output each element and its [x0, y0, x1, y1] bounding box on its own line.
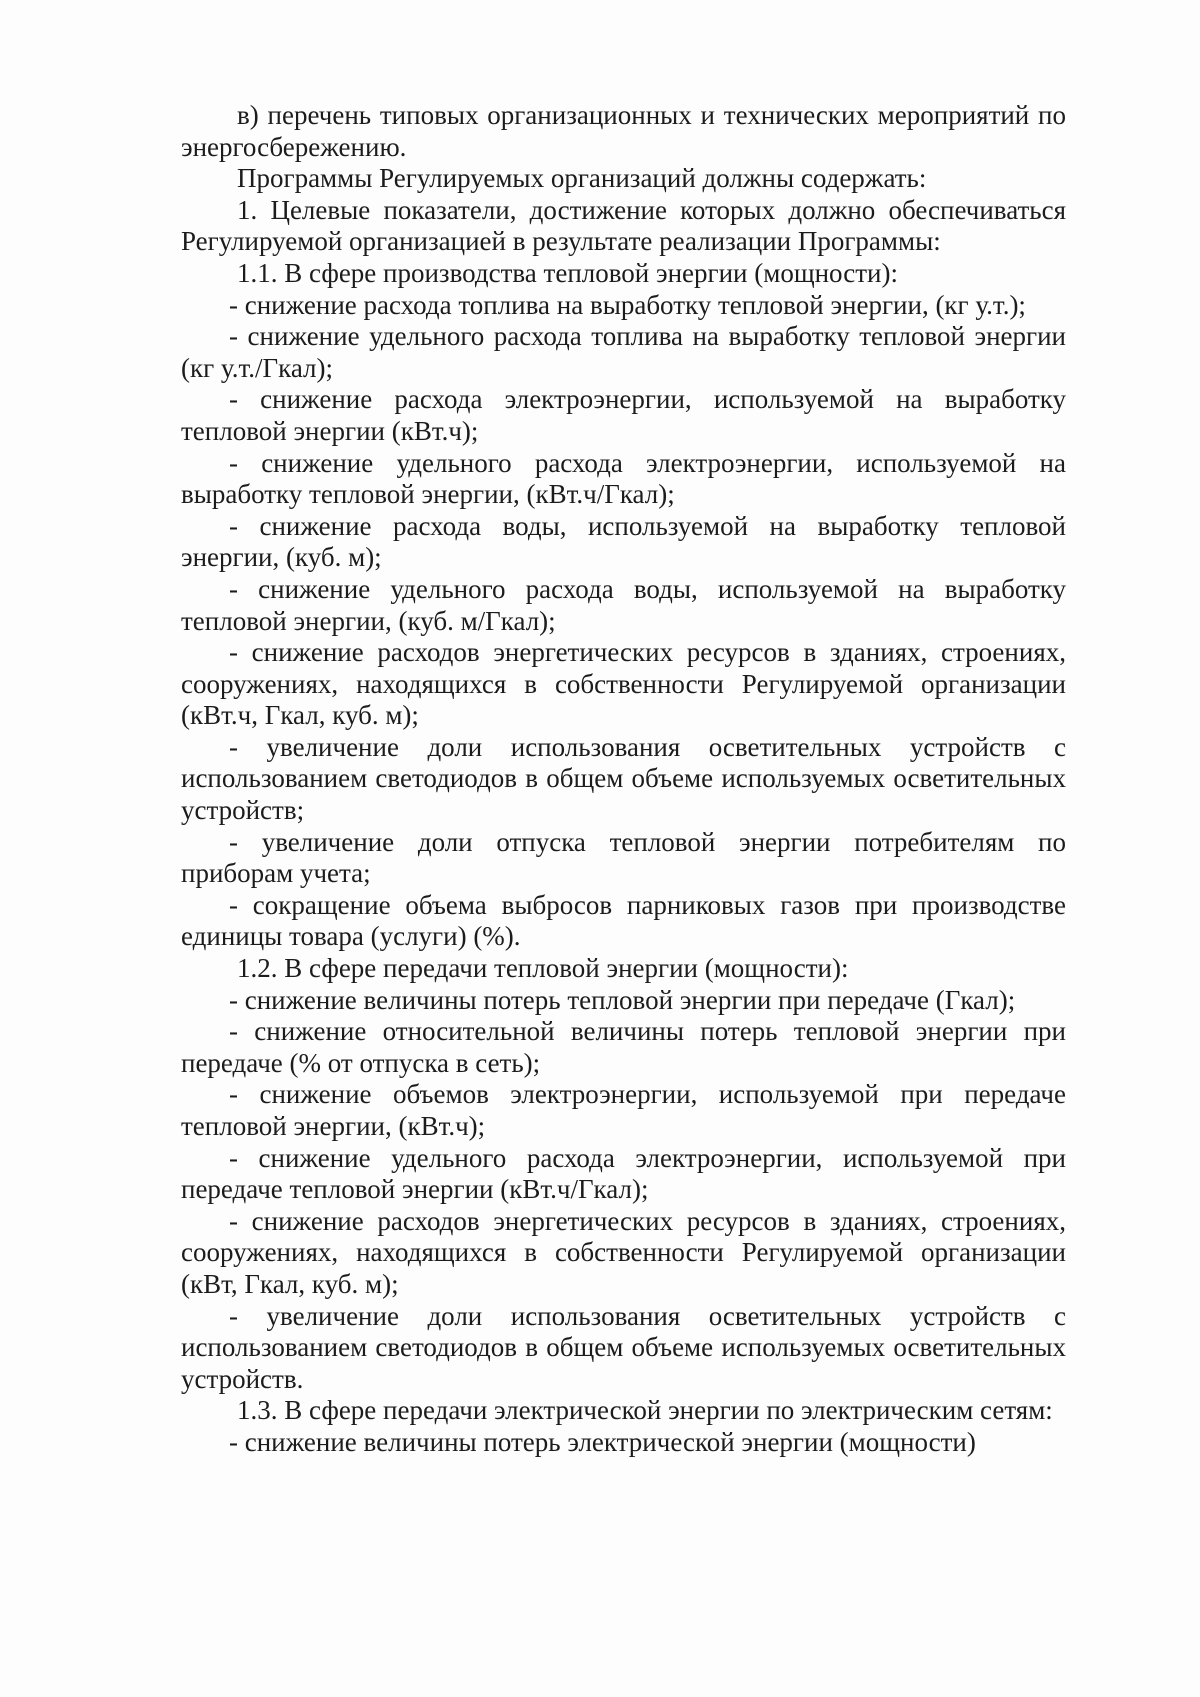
list-item: - снижение относительной величины потерь тепловой энергии при передаче (% от отпуска в сеть); [181, 1016, 1066, 1078]
list-item: - снижение расходов энергетических ресурсов в зданиях, строениях, сооружениях, находящихся в собственности Регулируемой организации (кВт.ч, Гкал, куб. м); [181, 637, 1066, 731]
list-item: - снижение расхода воды, используемой на выработку тепловой энергии, (куб. м); [181, 510, 1066, 573]
list-item: - снижение удельного расхода воды, используемой на выработку тепловой энергии, (куб. м/Гкал); [181, 573, 1066, 636]
paragraph-section-1-1: 1.1. В сфере производства тепловой энергии (мощности): [237, 257, 898, 288]
list-item: - сокращение объема выбросов парниковых газов при производстве единицы товара (услуги) (%). [181, 889, 1066, 952]
paragraph-programs-intro: Программы Регулируемых организаций должны содержать: [237, 163, 927, 194]
list-item: - снижение расходов энергетических ресурсов в зданиях, строениях, сооружениях, находящихся в собственности Регулируемой организации (кВт, Гкал, куб. м); [181, 1205, 1066, 1299]
list-item: - снижение объемов электроэнергии, используемой при передаче тепловой энергии, (кВт.ч); [181, 1079, 1066, 1141]
list-item: - снижение расхода электроэнергии, используемой на выработку тепловой энергии (кВт.ч); [181, 384, 1066, 446]
list-item: - снижение расхода топлива на выработку тепловой энергии, (кг у.т.); [229, 289, 1026, 320]
list-item: - снижение удельного расхода электроэнергии, используемой при передаче тепловой энергии (кВт.ч/Гкал); [181, 1142, 1066, 1205]
list-item: - увеличение доли отпуска тепловой энергии потребителям по приборам учета; [181, 826, 1066, 889]
list-item: - увеличение доли использования осветительных устройств с использованием светодиодов в общем объеме используемых осветительных устройств; [181, 731, 1066, 826]
paragraph-section-1-2: 1.2. В сфере передачи тепловой энергии (мощности): [237, 953, 849, 984]
list-item: - снижение удельного расхода топлива на выработку тепловой энергии (кг у.т./Гкал); [181, 321, 1066, 383]
list-item: - увеличение доли использования осветительных устройств с использованием светодиодов в общем объеме используемых осветительных устройств. [181, 1300, 1066, 1394]
list-item: - снижение удельного расхода электроэнергии, используемой на выработку тепловой энергии, (кВт.ч/Гкал); [181, 447, 1066, 510]
list-item: - снижение величины потерь электрической энергии (мощности) [229, 1426, 976, 1457]
paragraph-list-item-v: в) перечень типовых организационных и технических мероприятий по энергосбережению. [181, 100, 1066, 162]
list-item: - снижение величины потерь тепловой энергии при передаче (Гкал); [229, 984, 1016, 1015]
document-body [181, 100, 1066, 1459]
paragraph-section-1-3: 1.3. В сфере передачи электрической энергии по электрическим сетям: [237, 1395, 1053, 1426]
paragraph-section-1: 1. Целевые показатели, достижение которых должно обеспечиваться Регулируемой организацией в результате реализации Программы: [181, 194, 1066, 257]
